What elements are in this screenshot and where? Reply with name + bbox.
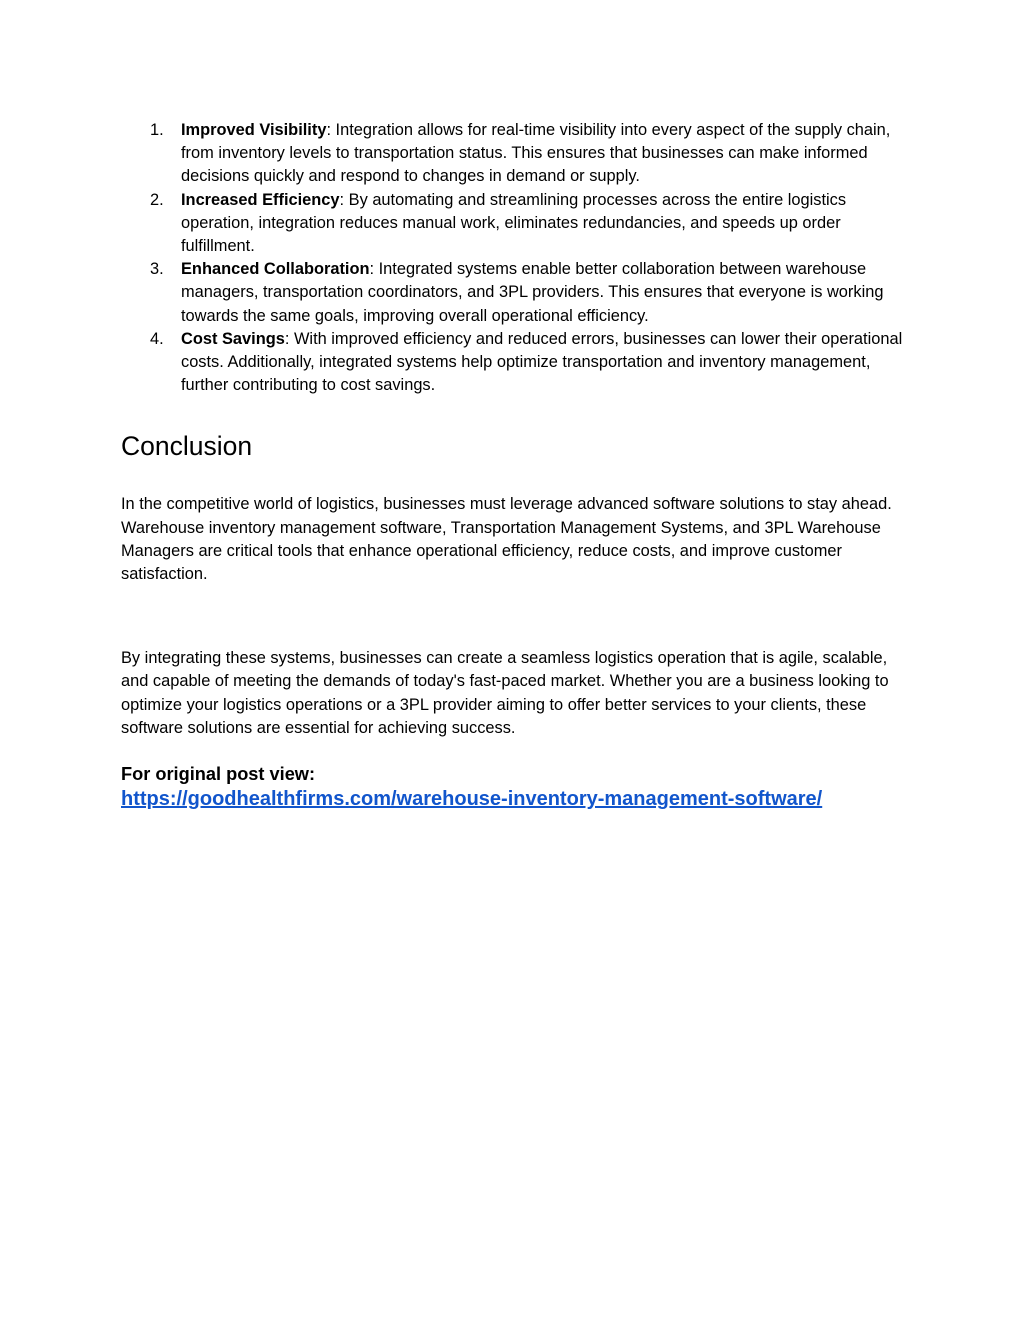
list-number: 4. [150, 329, 164, 348]
list-item-enhanced-collaboration [121, 258, 911, 328]
original-post-link[interactable]: https://goodhealthfirms.com/warehouse-inventory-management-software/ [121, 788, 823, 811]
document-page [121, 119, 911, 812]
list-number: 3. [150, 260, 164, 279]
list-number: 1. [150, 121, 164, 139]
list-item-title: Improved Visibility [181, 121, 327, 139]
list-item-title: Enhanced Collaboration [181, 260, 370, 279]
list-item-text: : With improved efficiency and reduced errors, businesses can lower their operational costs. Additionally, integrated systems help optimize transportation and inventory management, further contributing to cost savings. [181, 329, 903, 395]
list-number: 2. [150, 190, 164, 209]
list-item-text: : Integrated systems enable better collaboration between warehouse managers, transportation coordinators, and 3PL providers. This ensures that everyone is working towards the same goals, improving overall operational efficiency. [181, 260, 884, 325]
list-item-improved-visibility [121, 119, 911, 189]
original-post-label: For original post view: [121, 764, 316, 785]
list-item-text: : By automating and streamlining processes across the entire logistics operation, integration reduces manual work, eliminates redundancies, and speeds up order fulfillment. [181, 190, 847, 256]
list-item-title: Cost Savings [181, 329, 285, 348]
conclusion-heading: Conclusion [121, 431, 253, 462]
list-item-text: : Integration allows for real-time visibility into every aspect of the supply chain, from inventory levels to transportation status. This ensures that businesses can make informed decisions quickly and respond to changes in demand or supply. [181, 121, 891, 186]
benefits-list [121, 119, 911, 397]
list-item-cost-savings [121, 328, 911, 398]
conclusion-paragraph-2: By integrating these systems, businesses can create a seamless logistics operation that is agile, scalable, and capable of meeting the demands of today's fast-paced market. Whether you are a business looking to optimize your logistics operations or a 3PL provider aiming to offer better services to your clients, these software solutions are essential for achieving success. [121, 649, 889, 737]
conclusion-paragraph-1: In the competitive world of logistics, businesses must leverage advanced software solutions to stay ahead. Warehouse inventory management software, Transportation Management Systems, and 3PL Warehouse Managers are critical tools that enhance operational efficiency, reduce costs, and improve customer satisfaction. [121, 495, 892, 584]
list-item-title: Increased Efficiency [181, 190, 340, 209]
list-item-increased-efficiency [121, 189, 911, 259]
